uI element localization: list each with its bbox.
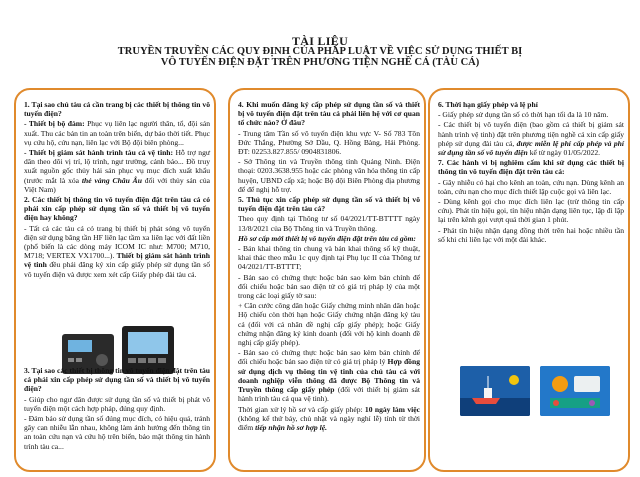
q3-item-b: - Đảm bảo sử dụng tần số đúng mục đích, có hiệu quả, tránh gây can nhiễu lẫn nhau, không làm ảnh hưởng đến thông tin an toàn cứu nạn và cứu hộ trên biển, bảo mật thông tin hành trình tàu ca... bbox=[24, 414, 210, 451]
q5-item-g: Thời gian xử lý hồ sơ và cấp giấy phép: 10 ngày làm việc (không kể thứ bảy, chủ nhật và ngày nghỉ lễ) tính từ thời điểm tiếp nhận hồ sơ hợp lệ. bbox=[238, 404, 420, 432]
q5-item-a: Theo quy định tại Thông tư số 04/2021/TT-BTTTT ngày 13/8/2021 của Bộ Thông tin và Truyền thông. bbox=[238, 214, 420, 233]
doc-subtitle-line2: VÔ TUYẾN ĐIỆN ĐẶT TRÊN PHƯƠNG TIỆN NGHỀ CÁ (TÀU CÁ) bbox=[160, 57, 480, 68]
question-2: 2. Các thiết bị thông tin vô tuyến điện đặt trên tàu cá có phải xin cấp phép sử dụng tần số và thiết bị vô tuyến điện hay không? bbox=[24, 195, 210, 223]
q1-item-a: - Thiết bị bộ đàm: Phục vụ liên lạc người thân, tổ, đội sản xuất. Thu các bản tin an toàn trên biển, dự báo thời tiết. Phục vụ cứu hộ, cứu nạn, liên lạc với Bộ đội biên phòng... bbox=[24, 119, 211, 147]
q5-item-d: - Bản sao có chứng thực hoặc bản sao kèm bản chính để đối chiếu hoặc bản sao điện tử có giá trị pháp lý của một trong các loại giấy tờ sau: bbox=[238, 272, 420, 301]
q5-item-c: - Bản khai thông tin chung và bản khai thông số kỹ thuật, khai thác theo mẫu 1c quy định tại Phụ lục II của Thông tư 04/2021/TT-BTTTT; bbox=[238, 244, 420, 272]
q7-item-a: - Gây nhiễu có hại cho kênh an toàn, cứu nạn. Dùng kênh an toàn, cứu nạn cho mục đích thiết lập cuộc gọi và liên lạc. bbox=[438, 177, 624, 196]
question-6: 6. Thời hạn giấy phép và lệ phí bbox=[438, 100, 538, 109]
question-3: 3. Tại sao các thiết bị thông tin vô tuyến điện đặt trên tàu cá phải xin cấp phép sử dụng tần số và thiết bị vô tuyến điện? bbox=[24, 366, 210, 394]
doc-subtitle-line1: TRUYỀN TRUYỀN CÁC QUY ĐỊNH CỦA PHÁP LUẬT VỀ VIỆC SỬ DỤNG THIẾT BỊ bbox=[117, 46, 523, 57]
maritime-illustration-2 bbox=[540, 366, 610, 416]
q5-item-f: - Bản sao có chứng thực hoặc bản sao kèm bản chính để đối chiếu hoặc bản sao điện tử có giá trị pháp lý Hợp đồng sử dụng dịch vụ thông tin vệ tinh của chủ tàu cá với doanh nghiệp viễn thông đã được Bộ Thông tin và Truyền thông cấp giấy phép (đối với thiết bị giám sát hành trình tàu cá qua vệ tinh). bbox=[238, 348, 420, 404]
question-4: 4. Khi muốn đăng ký cấp phép sử dụng tần số và thiết bị vô tuyến điện đặt trên tàu cá phải liên hệ với cơ quan tổ chức nào? Ở đâu? bbox=[238, 100, 420, 128]
q6-item-a: - Giấy phép sử dụng tần số có thời hạn tối đa là 10 năm. bbox=[438, 110, 609, 120]
q6-item-b: - Các thiết bị vô tuyến điện (bao gồm cả thiết bị giám sát hành trình vệ tinh) đặt trên phương tiện nghề cá xin cấp giấy phép sử dụng đài tàu cá, được miễn lệ phí cấp phép và phí sử dụng tần số vô tuyến điện kể từ ngày 01/05/2022. bbox=[438, 120, 624, 158]
doc-title: TÀI LIỆU bbox=[291, 34, 349, 48]
q2-item-a: - Tất cả các tàu cá có trang bị thiết bị phát sóng vô tuyến điện sử dụng băng tần HF liên lạc tầm xa liên lạc với đất liền (phổ biến là các dòng máy ICOM IC như: M700; M710, M718; VERTEX VX1700...). Thiết bị giám sát hành trình vệ tinh đều phải đăng ký xin cấp giấy phép sử dụng tần số vô tuyến điện và được xem xét cấp Giấy phép đài tàu cá. bbox=[24, 223, 210, 279]
column-2 bbox=[228, 88, 426, 472]
q4-item-b: - Sở Thông tin và Truyền thông tỉnh Quảng Ninh. Điện thoại: 0203.3638.955 hoặc các phòng văn hóa thông tin cấp huyện, UBND cấp xã; hoặc Bộ đội Biên Phòng địa phương để để nghị hỗ trợ. bbox=[238, 157, 420, 194]
q5-item-b: Hồ sơ cấp mới thiết bị vô tuyến điện đặt trên tàu cá gồm: bbox=[238, 233, 416, 243]
col3-text bbox=[438, 100, 624, 245]
maritime-illustration-1 bbox=[460, 366, 530, 416]
q4-item-a: - Trung tâm Tần số vô tuyến điện khu vực V- Số 783 Tôn Đức Thắng, Phường Sở Dầu, Q. Hồng Bàng, Hải Phòng. ĐT: 02253.827.855/ 0904831806. bbox=[238, 128, 420, 157]
question-7: 7. Các hành vi bị nghiêm cấm khi sử dụng các thiết bị thông tin vô tuyến điện đặt trên tàu cá: bbox=[438, 158, 624, 177]
question-5: 5. Thủ tục xin cấp phép sử dụng tần số và thiết bị vô tuyến điện đặt trên tàu cá? bbox=[238, 195, 420, 214]
q1-item-b: - Thiết bị giám sát hành trình tàu cá vệ tinh: Hỗ trợ ngư dân theo dõi vị trí, lộ trình, ngư trường, cảnh báo... Đồ truy xuất nguồn gốc thủy hải sản phục vụ mục đích xuất khẩu (trước mắt là xóa thẻ vàng Châu Âu đối với thủy sản của Việt Nam) bbox=[24, 148, 210, 194]
q7-item-c: - Phát tín hiệu nhận dạng đồng thời trên hai hoặc nhiều tần số khi chỉ liên lạc với một đài khác. bbox=[438, 225, 624, 244]
question-1: 1. Tại sao chủ tàu cá cần trang bị các thiết bị thông tin vô tuyến điện? bbox=[24, 100, 210, 119]
column-3 bbox=[428, 88, 630, 472]
col1-text-top bbox=[24, 100, 210, 280]
q3-item-a: - Giúp cho ngư dân được sử dụng tần số và thiết bị phát vô tuyến điện một cách hợp pháp, đúng quy định. bbox=[24, 394, 210, 413]
q5-item-e: + Căn cước công dân hoặc Giấy chứng minh nhân dân hoặc Hộ chiếu còn thời hạn hoặc Giấy chứng nhận đăng ký tàu cá (đối với cá nhân đề nghị cấp giấy phép); hoặc Giấy chứng nhận đăng ký kinh doanh (đối với hộ kinh doanh đề nghị cấp giấy phép). bbox=[238, 301, 420, 348]
header bbox=[0, 0, 640, 92]
col1-text-bottom bbox=[24, 366, 210, 452]
col2-text bbox=[238, 100, 420, 433]
column-1 bbox=[14, 88, 216, 472]
q7-item-b: - Dùng kênh gọi cho mục đích liên lạc (trừ thông tin cấp cứu). Phát tín hiệu gọi, tín hiệu nhận dạng liên tục, lặp đi lặp lại trên kênh gọi vượt quá thời gian 1 phút. bbox=[438, 197, 624, 225]
